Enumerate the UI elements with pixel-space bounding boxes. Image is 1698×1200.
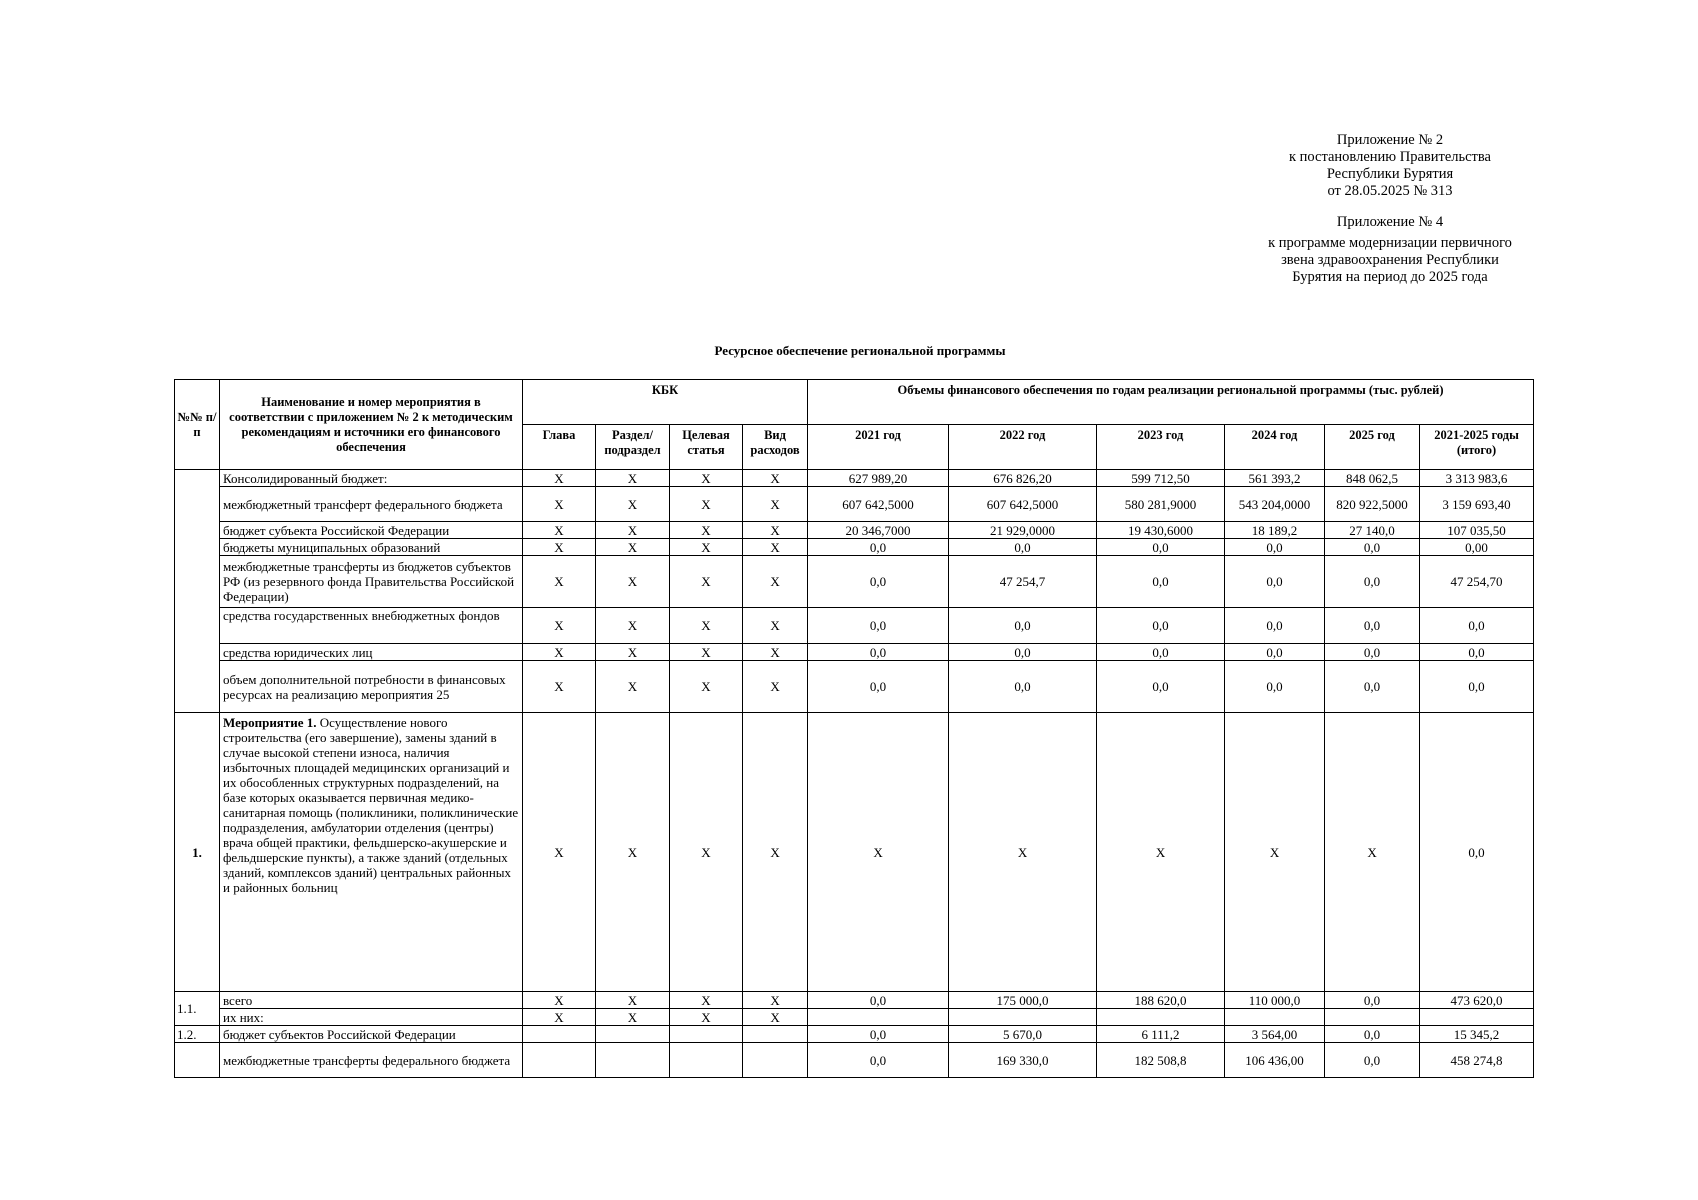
- value-cell: 543 204,0000: [1225, 487, 1325, 522]
- kbk-cell: X: [596, 644, 670, 661]
- value-cell: 561 393,2: [1225, 470, 1325, 487]
- value-cell: 0,0: [1325, 1026, 1420, 1043]
- value-cell: 0,0: [808, 539, 949, 556]
- value-cell: 0,00: [1420, 539, 1534, 556]
- value-cell: 0,0: [1097, 644, 1225, 661]
- header-num: №№ п/п: [175, 380, 220, 470]
- kbk-cell: X: [670, 556, 743, 608]
- event-num: 1.: [175, 713, 220, 992]
- header-kbk: КБК: [523, 380, 808, 425]
- appendix2-line: Республики Бурятия: [1326, 166, 1454, 182]
- kbk-cell: X: [670, 522, 743, 539]
- kbk-cell: X: [523, 713, 596, 992]
- value-cell: [1420, 1009, 1534, 1026]
- value-cell: 19 430,6000: [1097, 522, 1225, 539]
- value-cell: 27 140,0: [1325, 522, 1420, 539]
- header-year-2021: 2021 год: [808, 425, 949, 470]
- kbk-cell: X: [743, 539, 808, 556]
- resource-table: [174, 379, 1534, 1078]
- value-cell: 3 564,00: [1225, 1026, 1325, 1043]
- row-num-empty: [175, 470, 220, 713]
- header-year-2025: 2025 год: [1325, 425, 1420, 470]
- kbk-cell: X: [670, 608, 743, 644]
- kbk-cell: X: [743, 1009, 808, 1026]
- event-row: [175, 713, 1534, 992]
- table-row: [175, 608, 1534, 644]
- value-cell: 110 000,0: [1225, 992, 1325, 1009]
- value-cell: 0,0: [1325, 539, 1420, 556]
- kbk-cell: X: [670, 661, 743, 713]
- kbk-cell: X: [596, 539, 670, 556]
- value-cell: [808, 1009, 949, 1026]
- value-cell: 0,0: [1097, 556, 1225, 608]
- value-cell: 3 313 983,6: [1420, 470, 1534, 487]
- value-cell: 15 345,2: [1420, 1026, 1534, 1043]
- kbk-cell: X: [743, 470, 808, 487]
- kbk-cell: X: [523, 608, 596, 644]
- kbk-cell: X: [523, 992, 596, 1009]
- appendix2-title: Приложение № 2: [1336, 132, 1444, 148]
- header-name: Наименование и номер мероприятия в соответствии с приложением № 2 к методическим рекомендациям и источники его финансового обеспечения: [220, 380, 523, 470]
- kbk-cell: X: [523, 470, 596, 487]
- row-name: средства юридических лиц: [220, 644, 523, 661]
- kbk-cell: X: [670, 470, 743, 487]
- kbk-cell: X: [596, 556, 670, 608]
- value-cell: 0,0: [1420, 608, 1534, 644]
- value-cell: X: [808, 713, 949, 992]
- value-cell: 0,0: [808, 608, 949, 644]
- row-name: межбюджетные трансферты федерального бюджета: [220, 1043, 523, 1078]
- kbk-cell: X: [743, 661, 808, 713]
- row-name: средства государственных внебюджетных фондов: [220, 608, 523, 644]
- value-cell: 0,0: [949, 644, 1097, 661]
- appendix4-line: звена здравоохранения Республики: [1281, 252, 1499, 268]
- kbk-cell: X: [743, 487, 808, 522]
- value-cell: 0,0: [1097, 539, 1225, 556]
- kbk-cell: X: [743, 713, 808, 992]
- kbk-cell: X: [523, 644, 596, 661]
- event-text: Осуществление нового строительства (его завершение), замены зданий в случае высокой степени износа, наличия избыточных площадей медицинских организаций и их обособленных структурных подразделений, на базе которых оказывается первичная медико-санитарная помощь (поликлиники, поликлинические подразделения, амбулатории отделения (центры) врача общей практики, фельдшерско-акушерские и фельдшерские пункты), а также зданий (отдельных зданий, комплексов зданий) центральных районных и районных больниц: [223, 715, 519, 895]
- row-name: всего: [220, 992, 523, 1009]
- value-cell: 627 989,20: [808, 470, 949, 487]
- table-row: [175, 644, 1534, 661]
- row-name: объем дополнительной потребности в финансовых ресурсах на реализацию мероприятия 25: [220, 661, 523, 713]
- value-cell: 0,0: [1325, 608, 1420, 644]
- row-name: межбюджетный трансферт федерального бюджета: [220, 487, 523, 522]
- table-row: [175, 556, 1534, 608]
- value-cell: 0,0: [808, 644, 949, 661]
- value-cell: 47 254,70: [1420, 556, 1534, 608]
- kbk-cell: [743, 1026, 808, 1043]
- appendix2-line: к постановлению Правительства: [1289, 149, 1491, 165]
- value-cell: 607 642,5000: [949, 487, 1097, 522]
- value-cell: 188 620,0: [1097, 992, 1225, 1009]
- row-num-empty: [175, 1043, 220, 1078]
- value-cell: 0,0: [949, 608, 1097, 644]
- header-year-2022: 2022 год: [949, 425, 1097, 470]
- value-cell: 47 254,7: [949, 556, 1097, 608]
- value-cell: 0,0: [808, 1026, 949, 1043]
- kbk-cell: X: [743, 556, 808, 608]
- value-cell: 676 826,20: [949, 470, 1097, 487]
- header-kbk-razdel: Раздел/ подраздел: [596, 425, 670, 470]
- value-cell: 473 620,0: [1420, 992, 1534, 1009]
- appendix2-date: от 28.05.2025 № 313: [1327, 183, 1453, 199]
- kbk-cell: X: [596, 470, 670, 487]
- value-cell: 0,0: [1325, 661, 1420, 713]
- kbk-cell: X: [596, 522, 670, 539]
- kbk-cell: X: [596, 487, 670, 522]
- kbk-cell: [596, 1043, 670, 1078]
- row-name: бюджет субъектов Российской Федерации: [220, 1026, 523, 1043]
- value-cell: 0,0: [1420, 713, 1534, 992]
- kbk-cell: X: [670, 1009, 743, 1026]
- kbk-cell: [743, 1043, 808, 1078]
- value-cell: 106 436,00: [1225, 1043, 1325, 1078]
- kbk-cell: X: [743, 644, 808, 661]
- value-cell: [1325, 1009, 1420, 1026]
- value-cell: [949, 1009, 1097, 1026]
- kbk-cell: X: [523, 522, 596, 539]
- event-description: [220, 713, 523, 992]
- kbk-cell: X: [670, 539, 743, 556]
- header-volumes: Объемы финансового обеспечения по годам реализации региональной программы (тыс. рублей): [808, 380, 1534, 425]
- value-cell: 175 000,0: [949, 992, 1097, 1009]
- table-row: [175, 992, 1534, 1009]
- value-cell: 169 330,0: [949, 1043, 1097, 1078]
- value-cell: 580 281,9000: [1097, 487, 1225, 522]
- header-year-2023: 2023 год: [1097, 425, 1225, 470]
- appendix4-title: Приложение № 4: [1336, 214, 1444, 230]
- row-num: 1.2.: [175, 1026, 220, 1043]
- table-row: [175, 1043, 1534, 1078]
- header-kbk-target: Целевая статья: [670, 425, 743, 470]
- appendix4-line: к программе модернизации первичного: [1268, 235, 1512, 251]
- kbk-cell: [670, 1026, 743, 1043]
- value-cell: 0,0: [1225, 608, 1325, 644]
- kbk-cell: X: [523, 1009, 596, 1026]
- value-cell: 0,0: [808, 992, 949, 1009]
- appendix-header: [1230, 132, 1550, 286]
- kbk-cell: X: [596, 608, 670, 644]
- kbk-cell: X: [523, 539, 596, 556]
- kbk-cell: X: [596, 661, 670, 713]
- value-cell: 0,0: [949, 661, 1097, 713]
- value-cell: 848 062,5: [1325, 470, 1420, 487]
- value-cell: 3 159 693,40: [1420, 487, 1534, 522]
- kbk-cell: [670, 1043, 743, 1078]
- header-year-total: 2021-2025 годы (итого): [1420, 425, 1534, 470]
- table-row: [175, 487, 1534, 522]
- value-cell: 20 346,7000: [808, 522, 949, 539]
- kbk-cell: X: [670, 644, 743, 661]
- value-cell: 0,0: [1225, 644, 1325, 661]
- kbk-cell: X: [743, 522, 808, 539]
- header-year-2024: 2024 год: [1225, 425, 1325, 470]
- value-cell: 107 035,50: [1420, 522, 1534, 539]
- value-cell: 0,0: [1420, 661, 1534, 713]
- row-name: Консолидированный бюджет:: [220, 470, 523, 487]
- table-row: [175, 539, 1534, 556]
- kbk-cell: X: [523, 556, 596, 608]
- row-num: 1.1.: [175, 992, 220, 1026]
- value-cell: 0,0: [1225, 556, 1325, 608]
- value-cell: 0,0: [1225, 661, 1325, 713]
- kbk-cell: X: [596, 1009, 670, 1026]
- event-lead: Мероприятие 1.: [223, 715, 317, 730]
- value-cell: 820 922,5000: [1325, 487, 1420, 522]
- header-kbk-glava: Глава: [523, 425, 596, 470]
- value-cell: 5 670,0: [949, 1026, 1097, 1043]
- row-name: бюджеты муниципальных образований: [220, 539, 523, 556]
- kbk-cell: [523, 1043, 596, 1078]
- value-cell: [1097, 1009, 1225, 1026]
- value-cell: X: [1325, 713, 1420, 992]
- value-cell: 0,0: [1225, 539, 1325, 556]
- row-name: межбюджетные трансферты из бюджетов субъектов РФ (из резервного фонда Правительства Российской Федерации): [220, 556, 523, 608]
- value-cell: 18 189,2: [1225, 522, 1325, 539]
- value-cell: 0,0: [1325, 644, 1420, 661]
- value-cell: 0,0: [1097, 661, 1225, 713]
- value-cell: 0,0: [949, 539, 1097, 556]
- kbk-cell: X: [743, 992, 808, 1009]
- table-row: [175, 661, 1534, 713]
- value-cell: 0,0: [1325, 992, 1420, 1009]
- kbk-cell: X: [523, 487, 596, 522]
- value-cell: X: [1225, 713, 1325, 992]
- kbk-cell: X: [596, 992, 670, 1009]
- value-cell: [1225, 1009, 1325, 1026]
- value-cell: 599 712,50: [1097, 470, 1225, 487]
- kbk-cell: [596, 1026, 670, 1043]
- kbk-cell: [523, 1026, 596, 1043]
- table-row: [175, 1026, 1534, 1043]
- value-cell: 607 642,5000: [808, 487, 949, 522]
- kbk-cell: X: [743, 608, 808, 644]
- row-name: бюджет субъекта Российской Федерации: [220, 522, 523, 539]
- kbk-cell: X: [670, 992, 743, 1009]
- value-cell: 0,0: [1420, 644, 1534, 661]
- value-cell: 0,0: [1325, 1043, 1420, 1078]
- table-row: [175, 470, 1534, 487]
- value-cell: 0,0: [808, 1043, 949, 1078]
- value-cell: X: [949, 713, 1097, 992]
- kbk-cell: X: [523, 661, 596, 713]
- value-cell: 0,0: [1325, 556, 1420, 608]
- value-cell: 6 111,2: [1097, 1026, 1225, 1043]
- value-cell: 182 508,8: [1097, 1043, 1225, 1078]
- document-title: Ресурсное обеспечение региональной программы: [714, 343, 1006, 358]
- kbk-cell: X: [596, 713, 670, 992]
- kbk-cell: X: [670, 713, 743, 992]
- value-cell: 0,0: [808, 661, 949, 713]
- table-row: [175, 1009, 1534, 1026]
- row-name: их них:: [220, 1009, 523, 1026]
- value-cell: 0,0: [1097, 608, 1225, 644]
- header-kbk-type: Вид расходов: [743, 425, 808, 470]
- appendix4-line: Бурятия на период до 2025 года: [1292, 269, 1488, 285]
- kbk-cell: X: [670, 487, 743, 522]
- value-cell: 21 929,0000: [949, 522, 1097, 539]
- value-cell: 0,0: [808, 556, 949, 608]
- value-cell: 458 274,8: [1420, 1043, 1534, 1078]
- value-cell: X: [1097, 713, 1225, 992]
- table-row: [175, 522, 1534, 539]
